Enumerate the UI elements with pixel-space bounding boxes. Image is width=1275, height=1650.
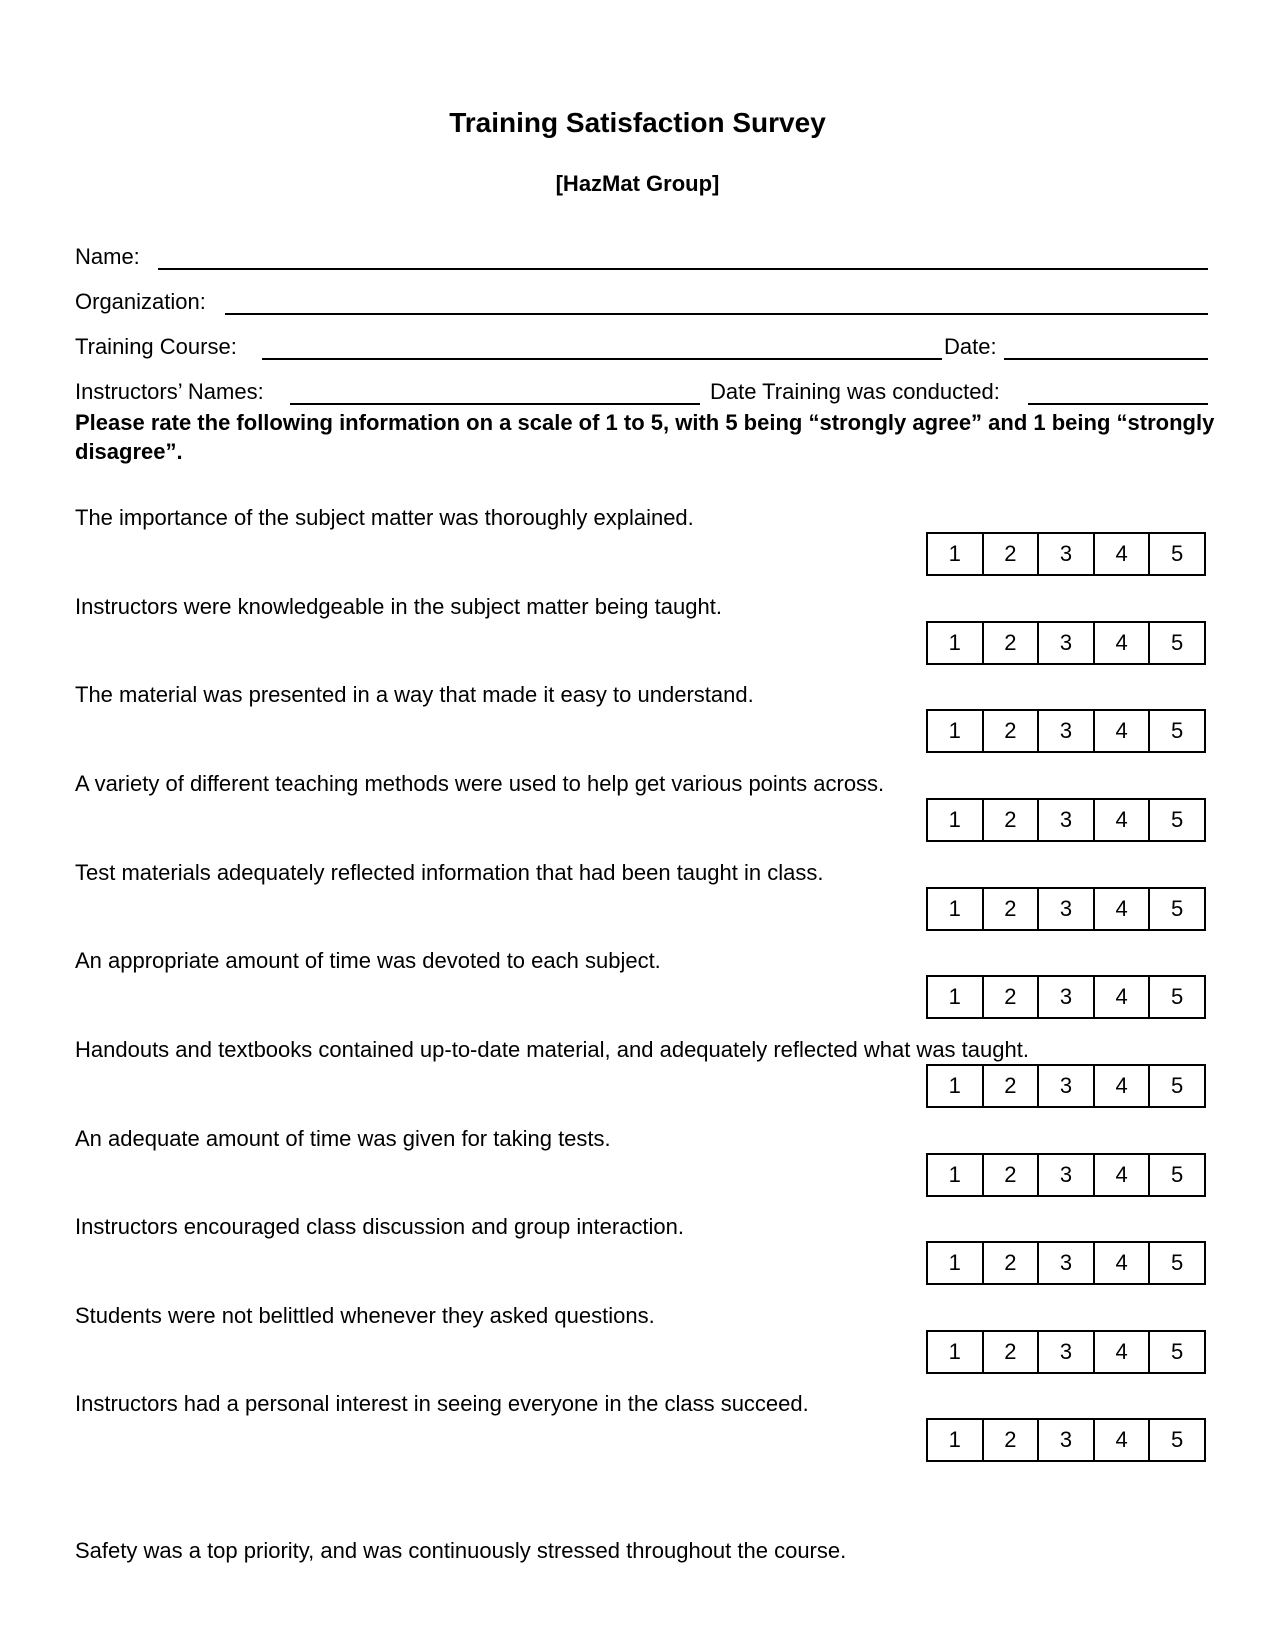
rating-option-2[interactable]: 2 — [984, 711, 1040, 751]
organization-field[interactable] — [225, 313, 1208, 315]
rating-scale — [926, 1330, 1206, 1374]
rating-scale — [926, 975, 1206, 1019]
rating-option-1[interactable]: 1 — [928, 1066, 984, 1106]
rating-option-2[interactable]: 2 — [984, 623, 1040, 663]
rating-option-1[interactable]: 1 — [928, 1243, 984, 1283]
rating-option-4[interactable]: 4 — [1095, 889, 1151, 929]
rating-option-5[interactable]: 5 — [1171, 1339, 1184, 1364]
rating-option-5[interactable]: 5 — [1171, 541, 1184, 566]
rating-option-2[interactable]: 2 — [984, 1332, 1040, 1372]
rating-option-3[interactable]: 3 — [1039, 1155, 1095, 1195]
rating-option-2[interactable]: 2 — [984, 800, 1040, 840]
rating-scale — [926, 709, 1206, 753]
rating-option-3[interactable]: 3 — [1039, 1332, 1095, 1372]
rating-option-4[interactable]: 4 — [1095, 1066, 1151, 1106]
rating-option-5[interactable]: 5 — [1171, 1073, 1184, 1098]
rating-option-5[interactable]: 5 — [1171, 984, 1184, 1009]
survey-title: Training Satisfaction Survey — [449, 107, 826, 138]
rating-option-5[interactable]: 5 — [1171, 718, 1184, 743]
rating-scale — [926, 1153, 1206, 1197]
question-text: Instructors were knowledgeable in the subject matter being taught. — [75, 594, 722, 619]
rating-option-4[interactable]: 4 — [1095, 1332, 1151, 1372]
rating-option-4[interactable]: 4 — [1095, 1155, 1151, 1195]
rating-instructions: Please rate the following information on a scale of 1 to 5, with 5 being “strongly agree” and 1 being “strongly disagree”. — [75, 410, 1215, 464]
rating-option-2[interactable]: 2 — [984, 1155, 1040, 1195]
rating-option-2[interactable]: 2 — [984, 977, 1040, 1017]
rating-option-1[interactable]: 1 — [928, 1155, 984, 1195]
instructors-names-field[interactable] — [290, 403, 700, 405]
rating-option-4[interactable]: 4 — [1095, 534, 1151, 574]
question-text: Test materials adequately reflected information that had been taught in class. — [75, 860, 824, 885]
rating-option-2[interactable]: 2 — [984, 1243, 1040, 1283]
rating-option-5[interactable]: 5 — [1171, 1162, 1184, 1187]
rating-scale — [926, 621, 1206, 665]
question-text: The importance of the subject matter was thoroughly explained. — [75, 505, 694, 530]
rating-option-3[interactable]: 3 — [1039, 534, 1095, 574]
question-text: The material was presented in a way that made it easy to understand. — [75, 682, 754, 707]
rating-option-3[interactable]: 3 — [1039, 889, 1095, 929]
question-text: Instructors had a personal interest in seeing everyone in the class succeed. — [75, 1391, 809, 1416]
rating-option-5[interactable]: 5 — [1171, 1250, 1184, 1275]
rating-option-4[interactable]: 4 — [1095, 623, 1151, 663]
instructors-names-label: Instructors’ Names: — [75, 379, 264, 404]
rating-scale — [926, 1418, 1206, 1462]
rating-option-3[interactable]: 3 — [1039, 623, 1095, 663]
rating-scale — [926, 1241, 1206, 1285]
question-text: Safety was a top priority, and was continuously stressed throughout the course. — [75, 1538, 847, 1563]
rating-scale — [926, 1064, 1206, 1108]
rating-option-1[interactable]: 1 — [928, 977, 984, 1017]
rating-option-3[interactable]: 3 — [1039, 1420, 1095, 1460]
question-text: An appropriate amount of time was devoted to each subject. — [75, 948, 661, 973]
rating-option-4[interactable]: 4 — [1095, 1420, 1151, 1460]
survey-subtitle: [HazMat Group] — [555, 171, 720, 196]
rating-option-1[interactable]: 1 — [928, 889, 984, 929]
rating-scale — [926, 798, 1206, 842]
rating-option-4[interactable]: 4 — [1095, 800, 1151, 840]
rating-option-2[interactable]: 2 — [984, 1420, 1040, 1460]
training-course-label: Training Course: — [75, 334, 237, 359]
date-label: Date: — [944, 334, 997, 359]
name-label: Name: — [75, 244, 140, 269]
date-field[interactable] — [1004, 358, 1208, 360]
rating-option-4[interactable]: 4 — [1095, 977, 1151, 1017]
rating-option-5[interactable]: 5 — [1171, 807, 1184, 832]
question-text: Instructors encouraged class discussion and group interaction. — [75, 1214, 685, 1239]
rating-option-1[interactable]: 1 — [928, 1332, 984, 1372]
question-text: Handouts and textbooks contained up-to-date material, and adequately reflected what was taught. — [75, 1037, 1029, 1062]
rating-option-1[interactable]: 1 — [928, 623, 984, 663]
rating-option-1[interactable]: 1 — [928, 1420, 984, 1460]
rating-option-2[interactable]: 2 — [984, 534, 1040, 574]
rating-option-5[interactable]: 5 — [1171, 896, 1184, 921]
rating-option-3[interactable]: 3 — [1039, 1243, 1095, 1283]
rating-option-4[interactable]: 4 — [1095, 711, 1151, 751]
rating-option-3[interactable]: 3 — [1039, 711, 1095, 751]
rating-option-3[interactable]: 3 — [1039, 977, 1095, 1017]
rating-option-5[interactable]: 5 — [1171, 630, 1184, 655]
rating-option-2[interactable]: 2 — [984, 889, 1040, 929]
question-text: An adequate amount of time was given for taking tests. — [75, 1126, 611, 1151]
rating-option-2[interactable]: 2 — [984, 1066, 1040, 1106]
rating-option-1[interactable]: 1 — [928, 534, 984, 574]
question-text: A variety of different teaching methods were used to help get various points across. — [75, 771, 885, 796]
training-course-field[interactable] — [262, 358, 942, 360]
rating-option-4[interactable]: 4 — [1095, 1243, 1151, 1283]
date-conducted-label: Date Training was conducted: — [710, 379, 1000, 404]
organization-label: Organization: — [75, 289, 206, 314]
rating-scale — [926, 532, 1206, 576]
rating-scale — [926, 887, 1206, 931]
rating-option-1[interactable]: 1 — [928, 800, 984, 840]
rating-option-1[interactable]: 1 — [928, 711, 984, 751]
name-field[interactable] — [158, 268, 1208, 270]
rating-option-5[interactable]: 5 — [1171, 1427, 1184, 1452]
rating-option-3[interactable]: 3 — [1039, 800, 1095, 840]
date-conducted-field[interactable] — [1028, 403, 1208, 405]
question-text: Students were not belittled whenever they asked questions. — [75, 1303, 655, 1328]
rating-option-3[interactable]: 3 — [1039, 1066, 1095, 1106]
